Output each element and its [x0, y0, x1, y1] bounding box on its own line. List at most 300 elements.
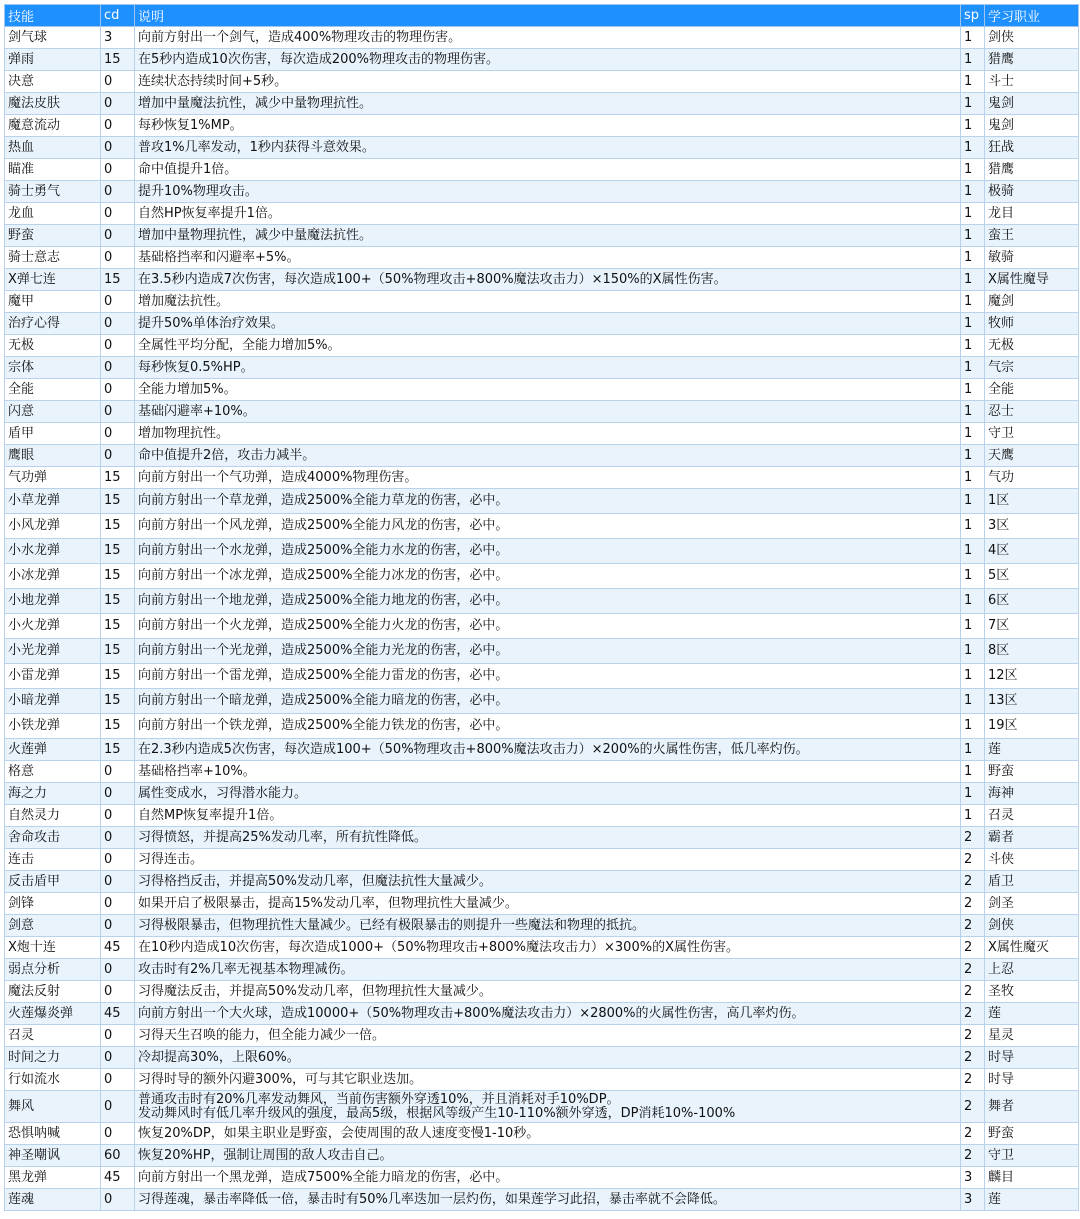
cd-cell: 0 [101, 291, 135, 313]
cd-cell: 15 [101, 689, 135, 714]
sp-cell: 2 [961, 915, 985, 937]
sp-cell: 1 [961, 739, 985, 761]
table-row [5, 959, 1079, 981]
job-cell: 13区 [985, 689, 1079, 714]
sp-cell: 1 [961, 137, 985, 159]
job-cell: 蛮王 [985, 225, 1079, 247]
sp-cell: 1 [961, 761, 985, 783]
skill-name-cell: 火莲爆炎弹 [5, 1003, 101, 1025]
cd-cell: 15 [101, 49, 135, 71]
table-row [5, 915, 1079, 937]
table-row [5, 1069, 1079, 1091]
skill-name-cell: 气功弹 [5, 467, 101, 489]
sp-cell: 3 [961, 1167, 985, 1189]
job-cell: 麟目 [985, 1167, 1079, 1189]
job-cell: 5区 [985, 564, 1079, 589]
skill-name-cell: 神圣嘲讽 [5, 1145, 101, 1167]
cd-cell: 0 [101, 423, 135, 445]
skill-name-cell: 龙血 [5, 203, 101, 225]
job-cell: 全能 [985, 379, 1079, 401]
cd-cell: 15 [101, 269, 135, 291]
skill-name-cell: 黑龙弹 [5, 1167, 101, 1189]
sp-cell: 1 [961, 379, 985, 401]
table-row [5, 335, 1079, 357]
sp-cell: 2 [961, 849, 985, 871]
table-row [5, 849, 1079, 871]
table-row [5, 871, 1079, 893]
sp-cell: 1 [961, 203, 985, 225]
skill-name-cell: 剑锋 [5, 893, 101, 915]
job-cell: 鬼剑 [985, 115, 1079, 137]
sp-cell: 2 [961, 1047, 985, 1069]
job-cell: 海神 [985, 783, 1079, 805]
job-cell: X属性魔灭 [985, 937, 1079, 959]
description-cell: 如果开启了极限暴击，提高15%发动几率，但物理抗性大量减少。 [135, 893, 961, 915]
description-cell: 冷却提高30%，上限60%。 [135, 1047, 961, 1069]
cd-cell: 0 [101, 1189, 135, 1211]
job-cell: 敏骑 [985, 247, 1079, 269]
sp-cell: 1 [961, 159, 985, 181]
description-cell: 向前方射出一个水龙弹，造成2500%全能力水龙的伤害，必中。 [135, 539, 961, 564]
job-cell: 莲 [985, 739, 1079, 761]
job-cell: 守卫 [985, 423, 1079, 445]
skill-name-cell: 治疗心得 [5, 313, 101, 335]
skill-name-cell: 热血 [5, 137, 101, 159]
job-cell: 剑侠 [985, 915, 1079, 937]
job-cell: 时导 [985, 1069, 1079, 1091]
skill-name-cell: 舞风 [5, 1091, 101, 1123]
job-cell: 极骑 [985, 181, 1079, 203]
skill-table [4, 4, 1079, 1211]
description-cell: 全能力增加5%。 [135, 379, 961, 401]
cd-cell: 0 [101, 93, 135, 115]
table-row [5, 1003, 1079, 1025]
sp-cell: 1 [961, 564, 985, 589]
description-cell: 增加魔法抗性。 [135, 291, 961, 313]
cd-cell: 0 [101, 1123, 135, 1145]
cd-cell: 15 [101, 514, 135, 539]
table-row [5, 564, 1079, 589]
sp-cell: 2 [961, 871, 985, 893]
skill-name-cell: 连击 [5, 849, 101, 871]
description-cell: 攻击时有2%几率无视基本物理减伤。 [135, 959, 961, 981]
skill-name-cell: 舍命攻击 [5, 827, 101, 849]
job-cell: 天鹰 [985, 445, 1079, 467]
skill-name-cell: 小铁龙弹 [5, 714, 101, 739]
job-cell: 猎鹰 [985, 49, 1079, 71]
cd-cell: 0 [101, 115, 135, 137]
job-cell: 牧师 [985, 313, 1079, 335]
skill-name-cell: 全能 [5, 379, 101, 401]
table-row [5, 71, 1079, 93]
table-row [5, 1123, 1079, 1145]
table-row [5, 203, 1079, 225]
sp-cell: 1 [961, 805, 985, 827]
sp-cell: 2 [961, 959, 985, 981]
skill-name-cell: X炮十连 [5, 937, 101, 959]
table-row [5, 269, 1079, 291]
cd-cell: 0 [101, 247, 135, 269]
sp-cell: 1 [961, 489, 985, 514]
job-cell: 舞者 [985, 1091, 1079, 1123]
job-cell: 上忍 [985, 959, 1079, 981]
job-cell: 圣牧 [985, 981, 1079, 1003]
job-cell: 斗士 [985, 71, 1079, 93]
skill-name-cell: 剑意 [5, 915, 101, 937]
description-cell: 自然MP恢复率提升1倍。 [135, 805, 961, 827]
cd-cell: 0 [101, 849, 135, 871]
job-cell: 4区 [985, 539, 1079, 564]
description-cell: 每秒恢复0.5%HP。 [135, 357, 961, 379]
sp-cell: 1 [961, 225, 985, 247]
job-cell: 气宗 [985, 357, 1079, 379]
skill-name-cell: X弹七连 [5, 269, 101, 291]
job-cell: 召灵 [985, 805, 1079, 827]
sp-cell: 2 [961, 893, 985, 915]
sp-cell: 2 [961, 1145, 985, 1167]
table-row [5, 1167, 1079, 1189]
sp-cell: 1 [961, 49, 985, 71]
cd-cell: 0 [101, 1069, 135, 1091]
skill-name-cell: 小地龙弹 [5, 589, 101, 614]
cd-cell: 0 [101, 1025, 135, 1047]
table-row [5, 514, 1079, 539]
description-cell: 习得格挡反击，并提高50%发动几率，但魔法抗性大量减少。 [135, 871, 961, 893]
skill-name-cell: 自然灵力 [5, 805, 101, 827]
job-cell: 时导 [985, 1047, 1079, 1069]
job-cell: 8区 [985, 639, 1079, 664]
description-cell: 基础格挡率和闪避率+5%。 [135, 247, 961, 269]
table-row [5, 225, 1079, 247]
job-cell: 野蛮 [985, 1123, 1079, 1145]
job-cell: 狂战 [985, 137, 1079, 159]
job-cell: 6区 [985, 589, 1079, 614]
sp-cell: 1 [961, 291, 985, 313]
table-row [5, 379, 1079, 401]
description-cell: 在5秒内造成10次伤害，每次造成200%物理攻击的物理伤害。 [135, 49, 961, 71]
table-body [5, 27, 1079, 1211]
description-cell: 习得魔法反击，并提高50%发动几率，但物理抗性大量减少。 [135, 981, 961, 1003]
table-row [5, 137, 1079, 159]
sp-cell: 2 [961, 1123, 985, 1145]
description-cell: 恢复20%DP，如果主职业是野蛮，会使周围的敌人速度变慢1-10秒。 [135, 1123, 961, 1145]
skill-name-cell: 魔甲 [5, 291, 101, 313]
table-row [5, 1145, 1079, 1167]
description-cell: 向前方射出一个风龙弹，造成2500%全能力风龙的伤害，必中。 [135, 514, 961, 539]
description-cell: 增加中量魔法抗性，减少中量物理抗性。 [135, 93, 961, 115]
description-cell: 增加物理抗性。 [135, 423, 961, 445]
sp-cell: 1 [961, 714, 985, 739]
sp-cell: 1 [961, 313, 985, 335]
sp-cell: 1 [961, 357, 985, 379]
job-cell: 1区 [985, 489, 1079, 514]
description-cell [135, 1091, 961, 1123]
table-row [5, 614, 1079, 639]
description-cell: 向前方射出一个地龙弹，造成2500%全能力地龙的伤害，必中。 [135, 589, 961, 614]
skill-name-cell: 恐惧呐喊 [5, 1123, 101, 1145]
skill-name-cell: 宗体 [5, 357, 101, 379]
table-row [5, 27, 1079, 49]
cd-cell: 0 [101, 871, 135, 893]
table-row [5, 589, 1079, 614]
skill-name-cell: 小光龙弹 [5, 639, 101, 664]
cd-cell: 0 [101, 181, 135, 203]
job-cell: 无极 [985, 335, 1079, 357]
skill-name-cell: 小火龙弹 [5, 614, 101, 639]
description-cell: 习得愤怒，并提高25%发动几率，所有抗性降低。 [135, 827, 961, 849]
table-row [5, 445, 1079, 467]
skill-name-cell: 剑气球 [5, 27, 101, 49]
header-cd: cd [101, 5, 135, 27]
skill-name-cell: 野蛮 [5, 225, 101, 247]
cd-cell: 0 [101, 981, 135, 1003]
cd-cell: 0 [101, 159, 135, 181]
sp-cell: 1 [961, 401, 985, 423]
cd-cell: 0 [101, 827, 135, 849]
cd-cell: 15 [101, 614, 135, 639]
sp-cell: 1 [961, 181, 985, 203]
description-cell: 提升10%物理攻击。 [135, 181, 961, 203]
skill-name-cell: 弹雨 [5, 49, 101, 71]
cd-cell: 15 [101, 664, 135, 689]
sp-cell: 1 [961, 423, 985, 445]
job-cell: 剑侠 [985, 27, 1079, 49]
skill-name-cell: 无极 [5, 335, 101, 357]
description-cell: 基础闪避率+10%。 [135, 401, 961, 423]
skill-name-cell: 莲魂 [5, 1189, 101, 1211]
job-cell: 盾卫 [985, 871, 1079, 893]
sp-cell: 1 [961, 93, 985, 115]
job-cell: 守卫 [985, 1145, 1079, 1167]
table-row [5, 664, 1079, 689]
table-row [5, 827, 1079, 849]
skill-name-cell: 魔法皮肤 [5, 93, 101, 115]
table-row [5, 1047, 1079, 1069]
skill-name-cell: 行如流水 [5, 1069, 101, 1091]
cd-cell: 0 [101, 225, 135, 247]
description-cell: 自然HP恢复率提升1倍。 [135, 203, 961, 225]
skill-name-cell: 海之力 [5, 783, 101, 805]
job-cell: 剑圣 [985, 893, 1079, 915]
skill-name-cell: 骑士勇气 [5, 181, 101, 203]
header-job: 学习职业 [985, 5, 1079, 27]
cd-cell: 15 [101, 639, 135, 664]
job-cell: 龙目 [985, 203, 1079, 225]
description-cell: 向前方射出一个草龙弹，造成2500%全能力草龙的伤害，必中。 [135, 489, 961, 514]
cd-cell: 0 [101, 313, 135, 335]
description-cell: 连续状态持续时间+5秒。 [135, 71, 961, 93]
skill-name-cell: 弱点分析 [5, 959, 101, 981]
table-row [5, 291, 1079, 313]
table-row [5, 489, 1079, 514]
description-line: 发动舞风时有低几率升级风的强度，最高5级，根据风等级产生10-110%额外穿透，DP消耗10%-100% [138, 1105, 736, 1121]
cd-cell: 15 [101, 739, 135, 761]
job-cell: 野蛮 [985, 761, 1079, 783]
description-cell: 向前方射出一个铁龙弹，造成2500%全能力铁龙的伤害，必中。 [135, 714, 961, 739]
description-cell: 习得莲魂，暴击率降低一倍，暴击时有50%几率迭加一层灼伤，如果莲学习此招，暴击率就不会降低。 [135, 1189, 961, 1211]
skill-name-cell: 闪意 [5, 401, 101, 423]
table-row [5, 115, 1079, 137]
cd-cell: 0 [101, 915, 135, 937]
job-cell: 鬼剑 [985, 93, 1079, 115]
cd-cell: 15 [101, 589, 135, 614]
skill-name-cell: 瞄准 [5, 159, 101, 181]
skill-name-cell: 小冰龙弹 [5, 564, 101, 589]
table-row [5, 401, 1079, 423]
cd-cell: 0 [101, 1047, 135, 1069]
skill-name-cell: 小暗龙弹 [5, 689, 101, 714]
skill-name-cell: 盾甲 [5, 423, 101, 445]
description-cell: 向前方射出一个暗龙弹，造成2500%全能力暗龙的伤害，必中。 [135, 689, 961, 714]
sp-cell: 2 [961, 937, 985, 959]
sp-cell: 1 [961, 589, 985, 614]
skill-name-cell: 时间之力 [5, 1047, 101, 1069]
description-cell: 向前方射出一个火龙弹，造成2500%全能力火龙的伤害，必中。 [135, 614, 961, 639]
cd-cell: 3 [101, 27, 135, 49]
description-cell: 普攻1%几率发动，1秒内获得斗意效果。 [135, 137, 961, 159]
cd-cell: 15 [101, 539, 135, 564]
table-row [5, 49, 1079, 71]
description-cell: 向前方射出一个雷龙弹，造成2500%全能力雷龙的伤害，必中。 [135, 664, 961, 689]
job-cell: 忍士 [985, 401, 1079, 423]
sp-cell: 1 [961, 614, 985, 639]
description-cell: 每秒恢复1%MP。 [135, 115, 961, 137]
description-cell: 命中值提升1倍。 [135, 159, 961, 181]
cd-cell: 0 [101, 805, 135, 827]
cd-cell: 0 [101, 445, 135, 467]
cd-cell: 15 [101, 714, 135, 739]
cd-cell: 15 [101, 489, 135, 514]
skill-name-cell: 反击盾甲 [5, 871, 101, 893]
description-cell: 向前方射出一个气功弹，造成4000%物理伤害。 [135, 467, 961, 489]
description-cell: 命中值提升2倍，攻击力减半。 [135, 445, 961, 467]
cd-cell: 45 [101, 1167, 135, 1189]
job-cell: 7区 [985, 614, 1079, 639]
table-row [5, 639, 1079, 664]
sp-cell: 1 [961, 783, 985, 805]
description-cell: 在3.5秒内造成7次伤害，每次造成100+（50%物理攻击+800%魔法攻击力）×150%的X属性伤害。 [135, 269, 961, 291]
sp-cell: 1 [961, 335, 985, 357]
cd-cell: 0 [101, 335, 135, 357]
sp-cell: 1 [961, 539, 985, 564]
description-cell: 在2.3秒内造成5次伤害，每次造成100+（50%物理攻击+800%魔法攻击力）×200%的火属性伤害，低几率灼伤。 [135, 739, 961, 761]
sp-cell: 2 [961, 1069, 985, 1091]
table-row [5, 93, 1079, 115]
job-cell: 气功 [985, 467, 1079, 489]
table-row [5, 1091, 1079, 1123]
job-cell: 斗侠 [985, 849, 1079, 871]
sp-cell: 2 [961, 981, 985, 1003]
description-cell: 习得天生召唤的能力，但全能力减少一倍。 [135, 1025, 961, 1047]
cd-cell: 60 [101, 1145, 135, 1167]
job-cell: 3区 [985, 514, 1079, 539]
cd-cell: 45 [101, 937, 135, 959]
cd-cell: 0 [101, 783, 135, 805]
cd-cell: 0 [101, 357, 135, 379]
table-row [5, 937, 1079, 959]
cd-cell: 0 [101, 893, 135, 915]
cd-cell: 0 [101, 137, 135, 159]
cd-cell: 0 [101, 1091, 135, 1123]
table-row [5, 893, 1079, 915]
cd-cell: 15 [101, 564, 135, 589]
description-cell: 习得时导的额外闪避300%，可与其它职业迭加。 [135, 1069, 961, 1091]
description-cell: 基础格挡率+10%。 [135, 761, 961, 783]
sp-cell: 2 [961, 1025, 985, 1047]
job-cell: 霸者 [985, 827, 1079, 849]
description-cell: 向前方射出一个黑龙弹，造成7500%全能力暗龙的伤害，必中。 [135, 1167, 961, 1189]
sp-cell: 2 [961, 827, 985, 849]
skill-name-cell: 鹰眼 [5, 445, 101, 467]
table-row [5, 689, 1079, 714]
description-cell: 恢复20%HP，强制让周围的敌人攻击自己。 [135, 1145, 961, 1167]
description-cell: 习得连击。 [135, 849, 961, 871]
table-row [5, 1025, 1079, 1047]
sp-cell: 1 [961, 115, 985, 137]
header-row [5, 5, 1079, 27]
sp-cell: 1 [961, 247, 985, 269]
description-cell: 习得极限暴击，但物理抗性大量减少。已经有极限暴击的则提升一些魔法和物理的抵抗。 [135, 915, 961, 937]
skill-name-cell: 格意 [5, 761, 101, 783]
table-row [5, 714, 1079, 739]
description-cell: 全属性平均分配，全能力增加5%。 [135, 335, 961, 357]
sp-cell: 1 [961, 689, 985, 714]
table-row [5, 761, 1079, 783]
cd-cell: 0 [101, 379, 135, 401]
description-cell: 向前方射出一个大火球，造成10000+（50%物理攻击+800%魔法攻击力）×2800%的火属性伤害，高几率灼伤。 [135, 1003, 961, 1025]
skill-name-cell: 小草龙弹 [5, 489, 101, 514]
sp-cell: 1 [961, 467, 985, 489]
table-row [5, 423, 1079, 445]
table-row [5, 467, 1079, 489]
skill-name-cell: 魔法反射 [5, 981, 101, 1003]
sp-cell: 1 [961, 445, 985, 467]
sp-cell: 3 [961, 1189, 985, 1211]
job-cell: 猎鹰 [985, 159, 1079, 181]
sp-cell: 2 [961, 1091, 985, 1123]
table-header [5, 5, 1079, 27]
cd-cell: 0 [101, 203, 135, 225]
cd-cell: 45 [101, 1003, 135, 1025]
skill-name-cell: 魔意流动 [5, 115, 101, 137]
skill-name-cell: 小风龙弹 [5, 514, 101, 539]
skill-name-cell: 召灵 [5, 1025, 101, 1047]
cd-cell: 15 [101, 467, 135, 489]
table-row [5, 181, 1079, 203]
table-row [5, 357, 1079, 379]
skill-name-cell: 决意 [5, 71, 101, 93]
header-description: 说明 [135, 5, 961, 27]
sp-cell: 1 [961, 27, 985, 49]
sp-cell: 1 [961, 664, 985, 689]
job-cell: 星灵 [985, 1025, 1079, 1047]
table-row [5, 783, 1079, 805]
description-cell: 属性变成水，习得潜水能力。 [135, 783, 961, 805]
job-cell: X属性魔导 [985, 269, 1079, 291]
sp-cell: 1 [961, 71, 985, 93]
table-row [5, 159, 1079, 181]
job-cell: 19区 [985, 714, 1079, 739]
description-cell: 向前方射出一个剑气，造成400%物理攻击的物理伤害。 [135, 27, 961, 49]
cd-cell: 0 [101, 959, 135, 981]
table-row [5, 739, 1079, 761]
skill-name-cell: 小雷龙弹 [5, 664, 101, 689]
skill-name-cell: 骑士意志 [5, 247, 101, 269]
sp-cell: 2 [961, 1003, 985, 1025]
table-row [5, 981, 1079, 1003]
description-cell: 向前方射出一个冰龙弹，造成2500%全能力冰龙的伤害，必中。 [135, 564, 961, 589]
table-row [5, 313, 1079, 335]
